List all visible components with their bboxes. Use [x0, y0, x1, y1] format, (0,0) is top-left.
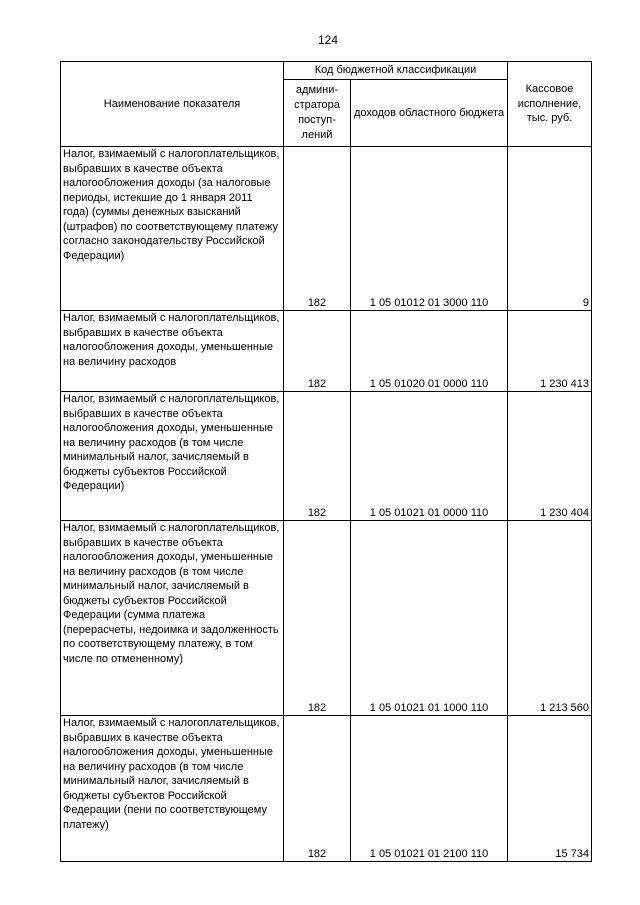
table-row [61, 147, 592, 311]
table-row [61, 311, 592, 392]
row-budget-code: 1 05 01020 01 0000 110 [351, 311, 508, 392]
row-amount: 9 [508, 147, 592, 311]
table-row [61, 521, 592, 716]
row-admin-code: 182 [284, 716, 351, 862]
row-budget-code: 1 05 01012 01 3000 110 [351, 147, 508, 311]
row-amount: 1 230 413 [508, 311, 592, 392]
header-amount: Кассовое исполнение, тыс. руб. [508, 62, 592, 147]
budget-table [60, 61, 592, 862]
row-name: Налог, взимаемый с налогоплательщиков, выбравших в качестве объекта налогообложения доходы, уменьшенные на величину расходов (в том числе минимальный налог, зачисляемый в бюджеты субъектов Российской Федерации (сумма платежа (перерасчеты, недоимка и задолженность по соответствующему платежу, в том числе по отмененному) [61, 521, 284, 716]
table-row [61, 716, 592, 862]
row-name: Налог, взимаемый с налогоплательщиков, выбравших в качестве объекта налогообложения доходы, уменьшенные на величину расходов [61, 311, 284, 392]
header-classification-group: Код бюджетной классификации [284, 62, 508, 80]
header-code: доходов областного бюджета [351, 80, 508, 147]
table-row [61, 392, 592, 521]
row-admin-code: 182 [284, 392, 351, 521]
row-admin-code: 182 [284, 311, 351, 392]
header-admin: админи-стратора поступ-лений [284, 80, 351, 147]
row-name: Налог, взимаемый с налогоплательщиков, выбравших в качестве объекта налогообложения доходы, уменьшенные на величину расходов (в том числе минимальный налог, зачисляемый в бюджеты субъектов Российской Федерации (пени по соответствующему платежу) [61, 716, 284, 862]
row-amount: 15 734 [508, 716, 592, 862]
row-admin-code: 182 [284, 147, 351, 311]
row-amount: 1 230 404 [508, 392, 592, 521]
header-name: Наименование показателя [61, 62, 284, 147]
row-budget-code: 1 05 01021 01 2100 110 [351, 716, 508, 862]
row-budget-code: 1 05 01021 01 1000 110 [351, 521, 508, 716]
row-amount: 1 213 560 [508, 521, 592, 716]
row-name: Налог, взимаемый с налогоплательщиков, выбравших в качестве объекта налогообложения доходы, уменьшенные на величину расходов (в том числе минимальный налог, зачисляемый в бюджеты субъектов Российской Федерации) [61, 392, 284, 521]
row-budget-code: 1 05 01021 01 0000 110 [351, 392, 508, 521]
page-number: 124 [317, 33, 339, 47]
row-name: Налог, взимаемый с налогоплательщиков, выбравших в качестве объекта налогообложения доходы (за налоговые периоды, истекшие до 1 января 2011 года) (суммы денежных взысканий (штрафов) по соответствующему платежу согласно законодательству Российской Федерации) [61, 147, 284, 311]
row-admin-code: 182 [284, 521, 351, 716]
